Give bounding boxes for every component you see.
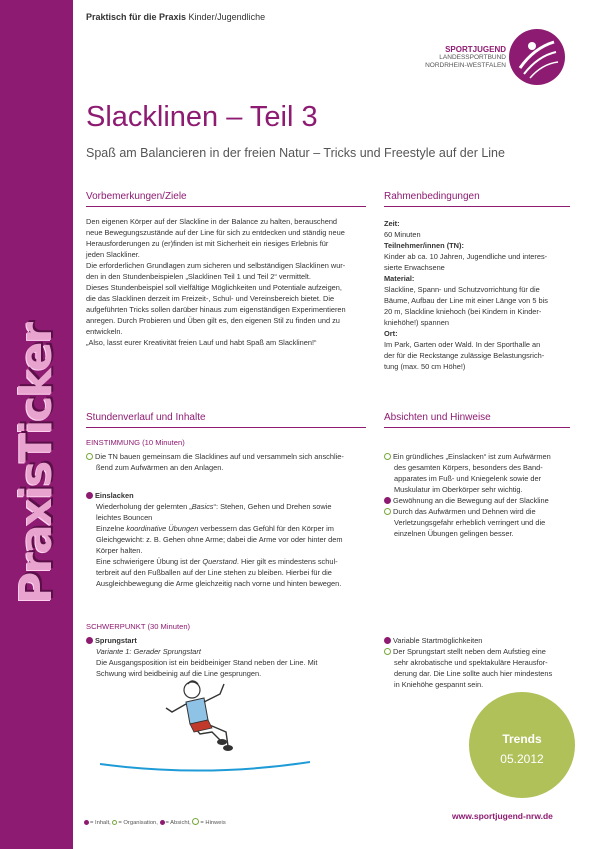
text-line: jeden Slackliner.: [86, 250, 140, 259]
text-line: Der Sprungstart stellt neben dem Aufstieg eine: [393, 647, 546, 656]
badge-title: Trends: [502, 732, 542, 746]
rahmen-text: [384, 218, 574, 372]
slackline-jumper-illustration: [100, 662, 310, 780]
text-line: Bäume, Aufbau der Line mit einer Länge von 5 bis: [384, 296, 548, 305]
sportjugend-logo-icon: [508, 28, 566, 86]
tn-label: Teilnehmer/innen (TN):: [384, 241, 464, 250]
text-line: Variable Startmöglichkeiten: [393, 636, 483, 645]
text-line: der für die Reckstange zulässige Belastungsrich-: [384, 351, 545, 360]
org-line2: LANDESSPORTBUND: [439, 54, 506, 61]
zeit-value: 60 Minuten: [384, 230, 421, 239]
org-line3: NORDRHEIN-WESTFALEN: [425, 62, 506, 69]
text-line: einzelnen Übungen gelingen besser.: [394, 529, 514, 538]
text-line: „Also, lasst eurer Kreativität freien Lauf und habt Spaß am Slacklinen!“: [86, 338, 317, 347]
text-line: des gesamten Körpers, besonders des Band-: [394, 463, 543, 472]
text-line: sierte Erwachsene: [384, 263, 445, 272]
praxisticker-logo: PraxisTicker: [11, 323, 62, 605]
einstimmung-item: [86, 451, 378, 473]
page-subtitle: Spaß am Balancieren in der freien Natur – Tricks und Freestyle auf der Line: [86, 146, 505, 160]
legend-absicht: = Absicht,: [165, 820, 193, 826]
text-line: Kinder ab ca. 10 Jahren, Jugendliche und interes-: [384, 252, 548, 261]
text-line: Muskulatur im Oberkörper sehr wichtig.: [394, 485, 523, 494]
text-line: in Kniehöhe gespannt sein.: [394, 680, 484, 689]
text-line: apparates im Fuß- und Kniegelenk sowie der: [394, 474, 542, 483]
sprungstart-title: Sprungstart: [95, 636, 137, 645]
text-line: Die Ausgangsposition ist ein beidbeiniger Stand neben der Line. Mit: [96, 658, 318, 667]
organisation-icon: [86, 453, 93, 460]
text-line: sehr akrobatische und spektakuläre Herausfor-: [394, 658, 548, 667]
text-line: Die erforderlichen Grundlagen zum sicheren und selbständigen Slacklinen wur-: [86, 261, 346, 270]
inhalt-icon: [86, 637, 93, 644]
text-line: Körper halten.: [96, 546, 143, 555]
text-line: Ein gründliches „Einslacken“ ist zum Aufwärmen: [393, 452, 551, 461]
inhalt-icon: [86, 492, 93, 499]
text-line: Verletzungsgefahr erheblich verringert und die: [394, 518, 546, 527]
divider: [86, 206, 366, 207]
legend-inhalt: = Inhalt,: [90, 820, 113, 826]
einslacken-item: [86, 490, 378, 589]
section-heading-stundenverlauf: Stundenverlauf und Inhalte: [86, 412, 206, 423]
trends-badge: [469, 692, 575, 798]
text-line: kniehöhe!) spannen: [384, 318, 449, 327]
inhalt-icon: [84, 820, 89, 825]
text-line: Gleichgewicht: z. B. Gehen ohne Arme; dabei die Arme vor oder hinter dem: [96, 535, 343, 544]
sidebar-band: [0, 0, 73, 849]
series-header: [86, 12, 265, 22]
text-line: aufgeführten Tricks sollen darüber hinaus zum eigenständigen Experimentieren: [86, 305, 346, 314]
section-heading-absichten: Absichten und Hinweise: [384, 412, 491, 423]
footer-url[interactable]: www.sportjugend-nrw.de: [452, 811, 553, 821]
text-line: tung (max. 50 cm Höhe!): [384, 362, 466, 371]
zeit-label: Zeit:: [384, 219, 400, 228]
absicht-icon: [384, 637, 391, 644]
text-line: die das Slacklinen derzeit im Freizeit-, Schul- und Vereinsbereich bietet. Die: [86, 294, 335, 303]
legend-hinweis: = Hinweis: [200, 820, 226, 826]
text-span: Basics: [191, 502, 214, 511]
text-span: Wiederholung der gelernten „: [96, 502, 192, 511]
text-line: Herausforderungen zu (er)finden ist mit Sicherheit ein riesiges Erlebnis für: [86, 239, 329, 248]
text-span: “: Stehen, Gehen und Drehen sowie: [213, 502, 332, 511]
text-line: Die TN bauen gemeinsam die Slacklines auf und versammeln sich anschlie-: [95, 452, 344, 461]
text-line: 20 m, Slackline kniehoch (bei Kindern in Kinder-: [384, 307, 542, 316]
page-title: Slacklinen – Teil 3: [86, 101, 318, 133]
text-line: Dieses Stundenbeispiel soll vielfältige Möglichkeiten und Potentiale aufzeigen,: [86, 283, 342, 292]
text-line: Im Park, Garten oder Wald. In der Sporthalle an: [384, 340, 541, 349]
text-line: ßend zum Aufwärmen an den Anlagen.: [96, 463, 224, 472]
material-label: Material:: [384, 274, 415, 283]
text-line: entwickeln.: [86, 327, 123, 336]
text-line: Ausgleichbewegung die Arme gleichzeitig nach vorne und hinten bewegen.: [96, 579, 342, 588]
divider: [384, 427, 570, 428]
text-line: den in den Stundenbeispielen „Slacklinen Teil 1 und Teil 2“ vermittelt.: [86, 272, 311, 281]
text-span: Eine schwierigere Übung ist der: [96, 557, 203, 566]
vorbemerkungen-text: [86, 216, 376, 348]
hinweis-icon: [384, 508, 391, 515]
badge-issue: 05.2012: [500, 752, 544, 766]
hinweis-icon: [384, 453, 391, 460]
text-line: Schwung wird beidbeinig auf die Line gesprungen.: [96, 669, 262, 678]
series-rest: Kinder/Jugendliche: [186, 12, 266, 22]
hinweis-icon: [192, 818, 199, 825]
einslacken-title: Einslacken: [95, 491, 134, 500]
text-line: terbreit auf den Fußballen auf der Line stehen zu bleiben. Hierbei für die: [96, 568, 332, 577]
text-line: Slackline, Spann- und Schutzvorrichtung für die: [384, 285, 540, 294]
text-span: Querstand: [202, 557, 237, 566]
hinweis-einslacken: [384, 451, 574, 539]
hinweis-sprungstart: [384, 635, 574, 690]
icon-legend: [84, 818, 226, 826]
schwerpunkt-heading: SCHWERPUNKT (30 Minuten): [86, 622, 191, 631]
text-line: Den eigenen Körper auf der Slackline in der Balance zu halten, berauschend: [86, 217, 338, 226]
hinweis-icon: [384, 648, 391, 655]
text-span: Einzelne: [96, 524, 127, 533]
series-bold: Praktisch für die Praxis: [86, 12, 187, 22]
organisation-icon: [112, 820, 117, 825]
text-line: neue Bewegungszustände auf der Line für sich zu entdecken und ständig neue: [86, 228, 345, 237]
divider: [86, 427, 366, 428]
section-heading-vorbemerkungen: Vorbemerkungen/Ziele: [86, 191, 187, 202]
legend-organisation: = Organisation,: [118, 820, 160, 826]
absicht-icon: [160, 820, 165, 825]
absicht-icon: [384, 497, 391, 504]
section-heading-rahmen: Rahmenbedingungen: [384, 191, 480, 202]
text-line: anregen. Durch Probieren und Üben gilt es, den eigenen Stil zu finden und zu: [86, 316, 340, 325]
einstimmung-heading: EINSTIMMUNG (10 Minuten): [86, 438, 185, 447]
text-line: leichtes Bouncen: [96, 513, 153, 522]
text-line: derung dar. Die Line sollte auch hier mindestens: [394, 669, 553, 678]
text-span: verbessern das Gefühl für den Körper im: [198, 524, 334, 533]
org-line1: SPORTJUGEND: [445, 45, 506, 54]
org-name: [406, 46, 506, 70]
text-span: koordinative Übungen: [126, 524, 199, 533]
ort-label: Ort:: [384, 329, 398, 338]
text-line: Durch das Aufwärmen und Dehnen wird die: [393, 507, 536, 516]
divider: [384, 206, 570, 207]
variante-label: Variante 1: Gerader Sprungstart: [96, 647, 201, 656]
text-span: . Hier gilt es mindestens schul-: [236, 557, 338, 566]
text-line: Gewöhnung an die Bewegung auf der Slackline: [393, 496, 549, 505]
